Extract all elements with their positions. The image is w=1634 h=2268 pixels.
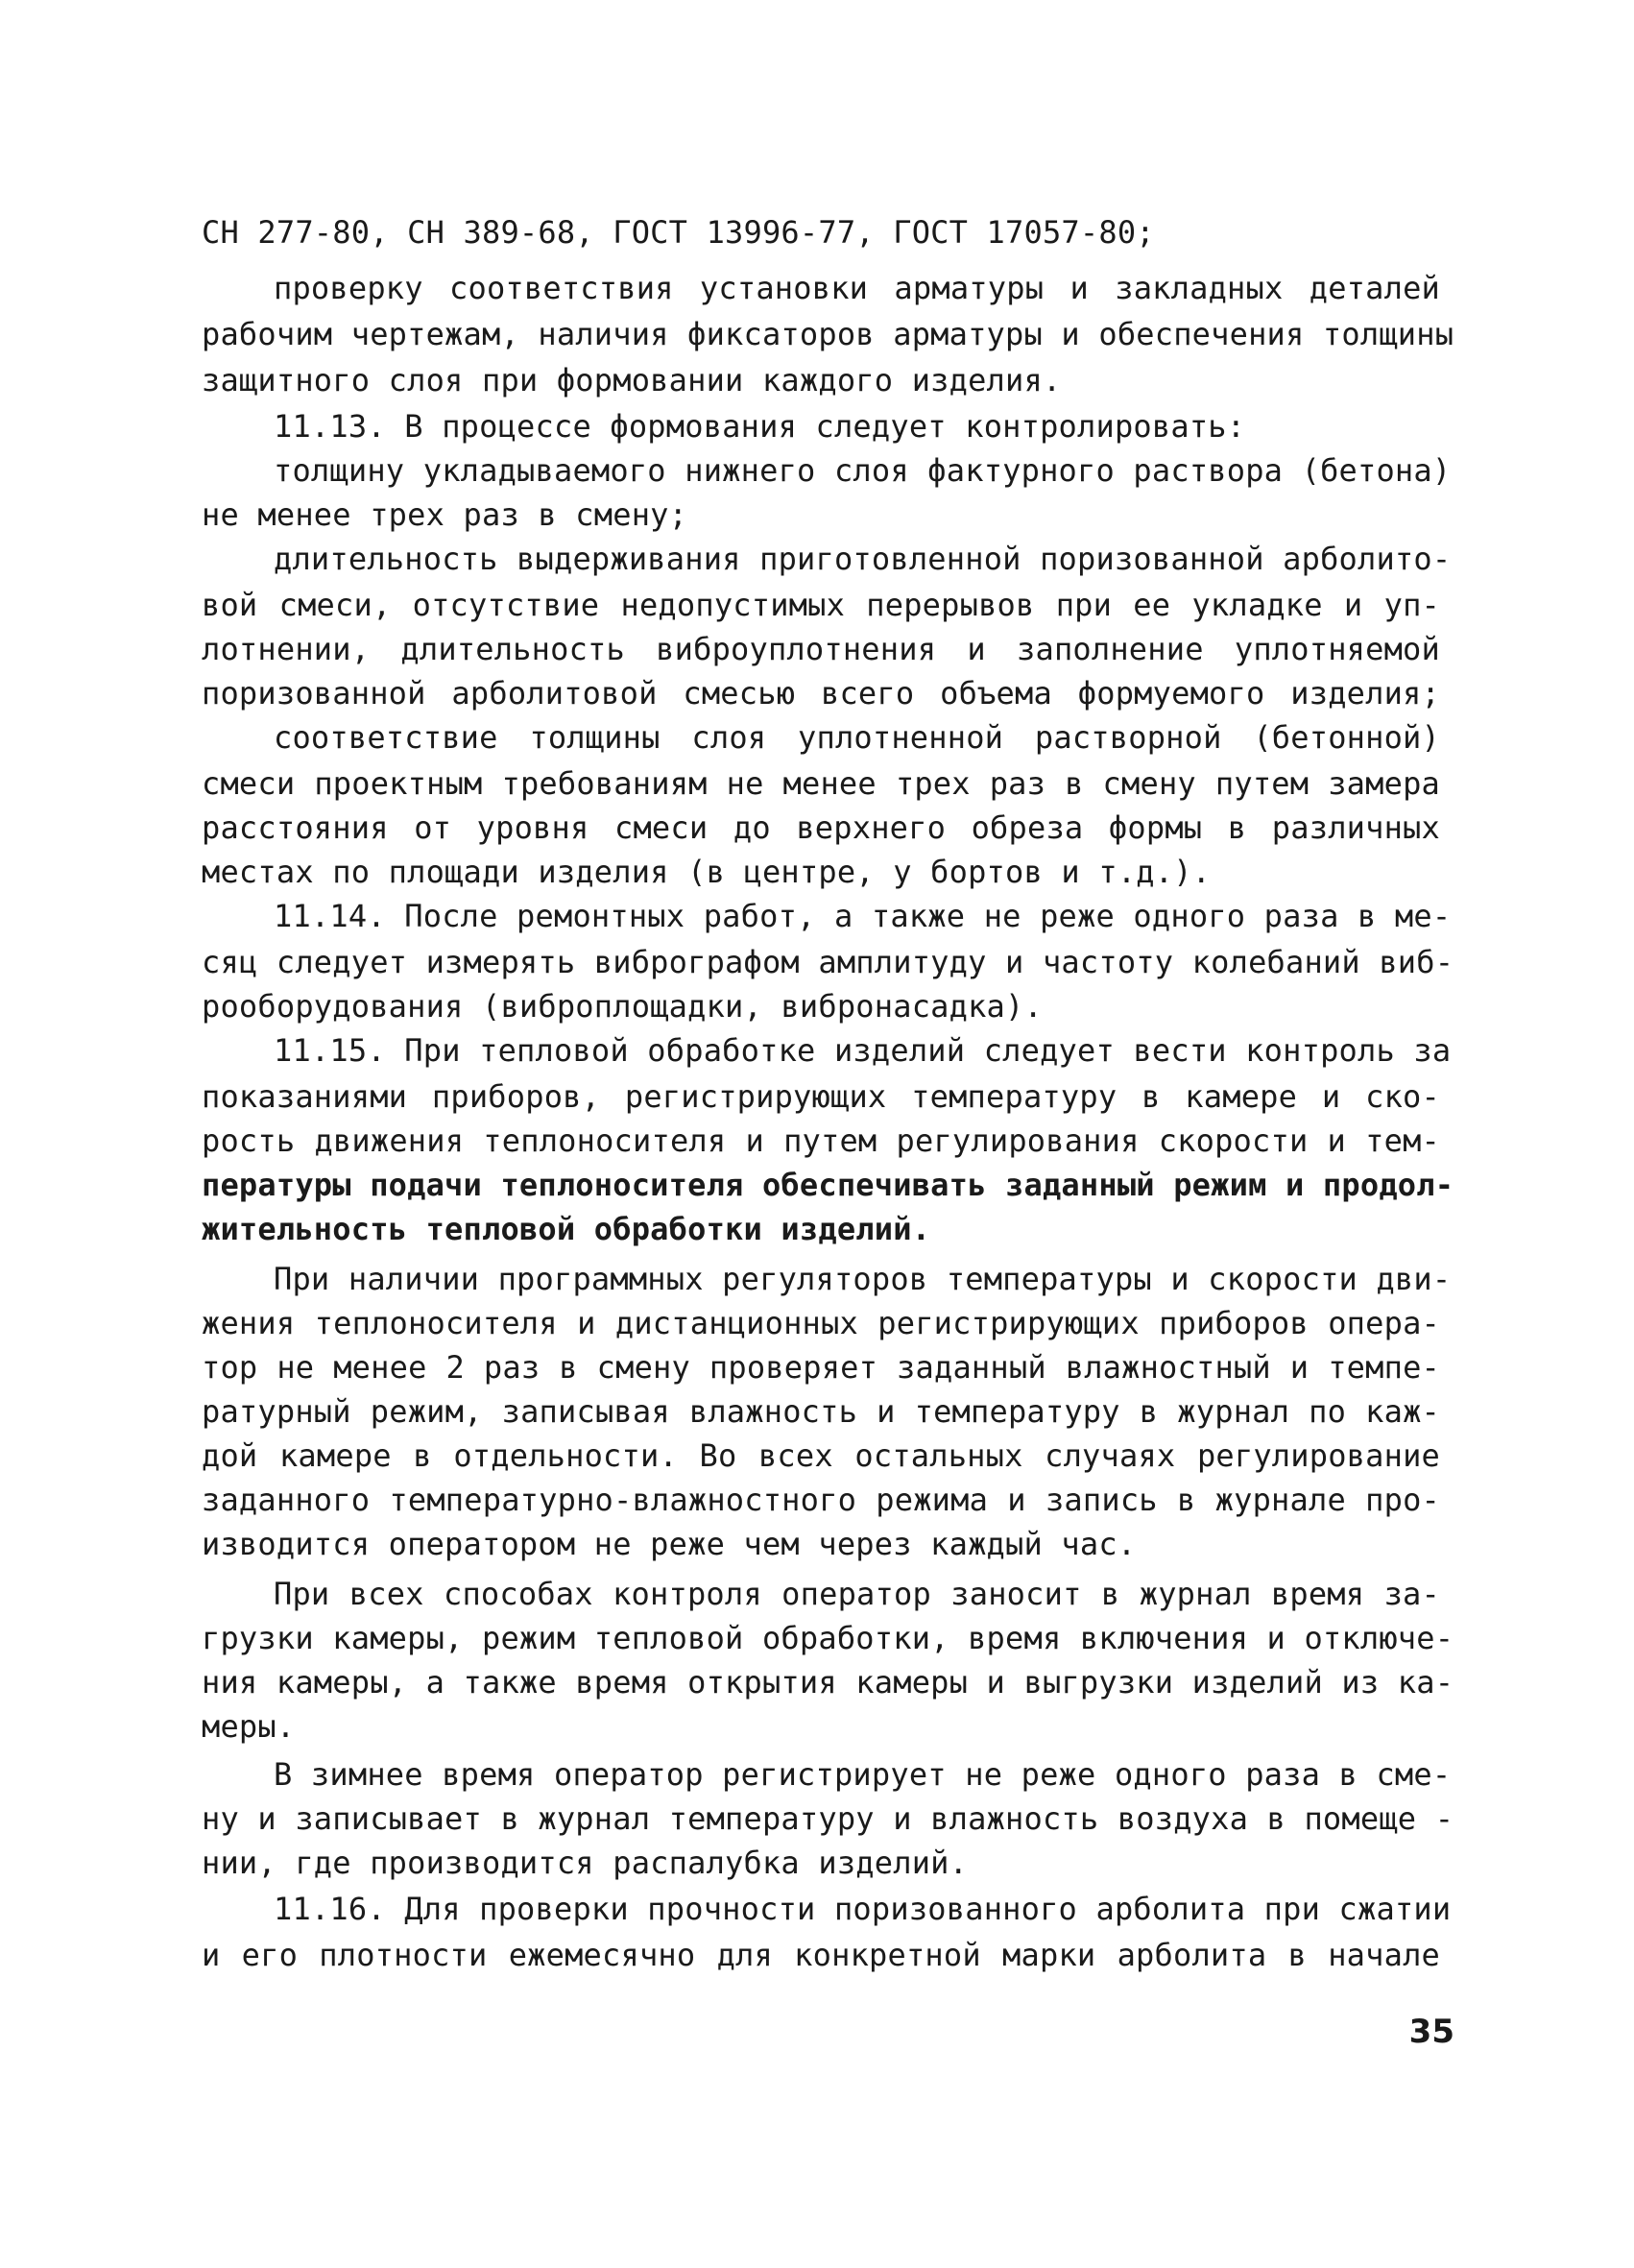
text-line: В зимнее время оператор регистрирует не реже одного раза в сме-	[274, 1756, 1452, 1793]
text-line: ния камеры, а также время открытия камеры и выгрузки изделий из ка-	[202, 1664, 1454, 1701]
text-line: толщину укладываемого нижнего слоя фактурного раствора (бетона)	[274, 452, 1452, 489]
text-line: нии, где производится распалубка изделий.	[202, 1845, 969, 1881]
text-line: меры.	[202, 1708, 296, 1745]
text-line: расстояния от уровня смеси до верхнего обреза формы в различных	[202, 809, 1440, 846]
text-line: вой смеси, отсутствие недопустимых перерывов при ее укладке и уп-	[202, 587, 1440, 623]
text-line: рабочим чертежам, наличия фиксаторов арматуры и обеспечения толщины	[202, 316, 1454, 352]
text-line: не менее трех раз в смену;	[202, 496, 688, 533]
text-line: заданного температурно-влажностного режима и запись в журнале про-	[202, 1482, 1440, 1518]
text-line: При наличии программных регуляторов температуры и скорости дви-	[274, 1261, 1452, 1297]
text-line: изводится оператором не реже чем через каждый час.	[202, 1526, 1137, 1562]
text-line: грузки камеры, режим тепловой обработки, время включения и отключе-	[202, 1620, 1454, 1656]
text-line: ну и записывает в журнал температуру и влажность воздуха в помеще -	[202, 1800, 1454, 1837]
text-line: и его плотности ежемесячно для конкретной марки арболита в начале	[202, 1937, 1440, 1973]
text-line: пературы подачи теплоносителя обеспечивать заданный режим и продол-	[202, 1167, 1454, 1203]
text-line: рооборудования (виброплощадки, вибронасадка).	[202, 988, 1043, 1025]
text-line: лотнении, длительность виброуплотнения и заполнение уплотняемой	[202, 631, 1440, 667]
text-line: защитного слоя при формовании каждого изделия.	[202, 362, 1062, 398]
text-line: длительность выдерживания приготовленной поризованной арболито-	[274, 541, 1452, 577]
text-line: тор не менее 2 раз в смену проверяет заданный влажностный и темпе-	[202, 1349, 1440, 1386]
text-line: соответствие толщины слоя уплотненной растворной (бетонной)	[274, 719, 1440, 756]
text-line: смеси проектным требованиям не менее трех раз в смену путем замера	[202, 765, 1440, 802]
text-line: сяц следует измерять вибрографом амплитуду и частоту колебаний виб-	[202, 944, 1454, 980]
text-line: ратурный режим, записывая влажность и температуру в журнал по каж-	[202, 1393, 1440, 1430]
text-line: поризованной арболитовой смесью всего объема формуемого изделия;	[202, 675, 1440, 712]
text-line: 11.14. После ремонтных работ, а также не реже одного раза в ме-	[274, 898, 1452, 934]
text-line: При всех способах контроля оператор заносит в журнал время за-	[274, 1576, 1440, 1612]
text-line: 11.15. При тепловой обработке изделий следует вести контроль за	[274, 1032, 1452, 1069]
text-line: рость движения теплоносителя и путем регулирования скорости и тем-	[202, 1122, 1440, 1159]
text-line: 11.16. Для проверки прочности поризованного арболита при сжатии	[274, 1891, 1452, 1927]
page-number: 35	[1408, 2013, 1454, 2051]
text-line: СН 277-80, СН 389-68, ГОСТ 13996-77, ГОСТ 17057-80;	[202, 214, 1155, 251]
text-line: проверку соответствия установки арматуры и закладных деталей	[274, 270, 1440, 306]
text-line: жения теплоносителя и дистанционных регистрирующих приборов опера-	[202, 1305, 1440, 1341]
text-line: местах по площади изделия (в центре, у бортов и т.д.).	[202, 854, 1212, 890]
text-line: жительность тепловой обработки изделий.	[202, 1211, 931, 1247]
text-line: 11.13. В процессе формования следует контролировать:	[274, 408, 1246, 445]
text-line: дой камере в отдельности. Во всех остальных случаях регулирование	[202, 1437, 1440, 1474]
text-line: показаниями приборов, регистрирующих температуру в камере и ско-	[202, 1078, 1440, 1115]
